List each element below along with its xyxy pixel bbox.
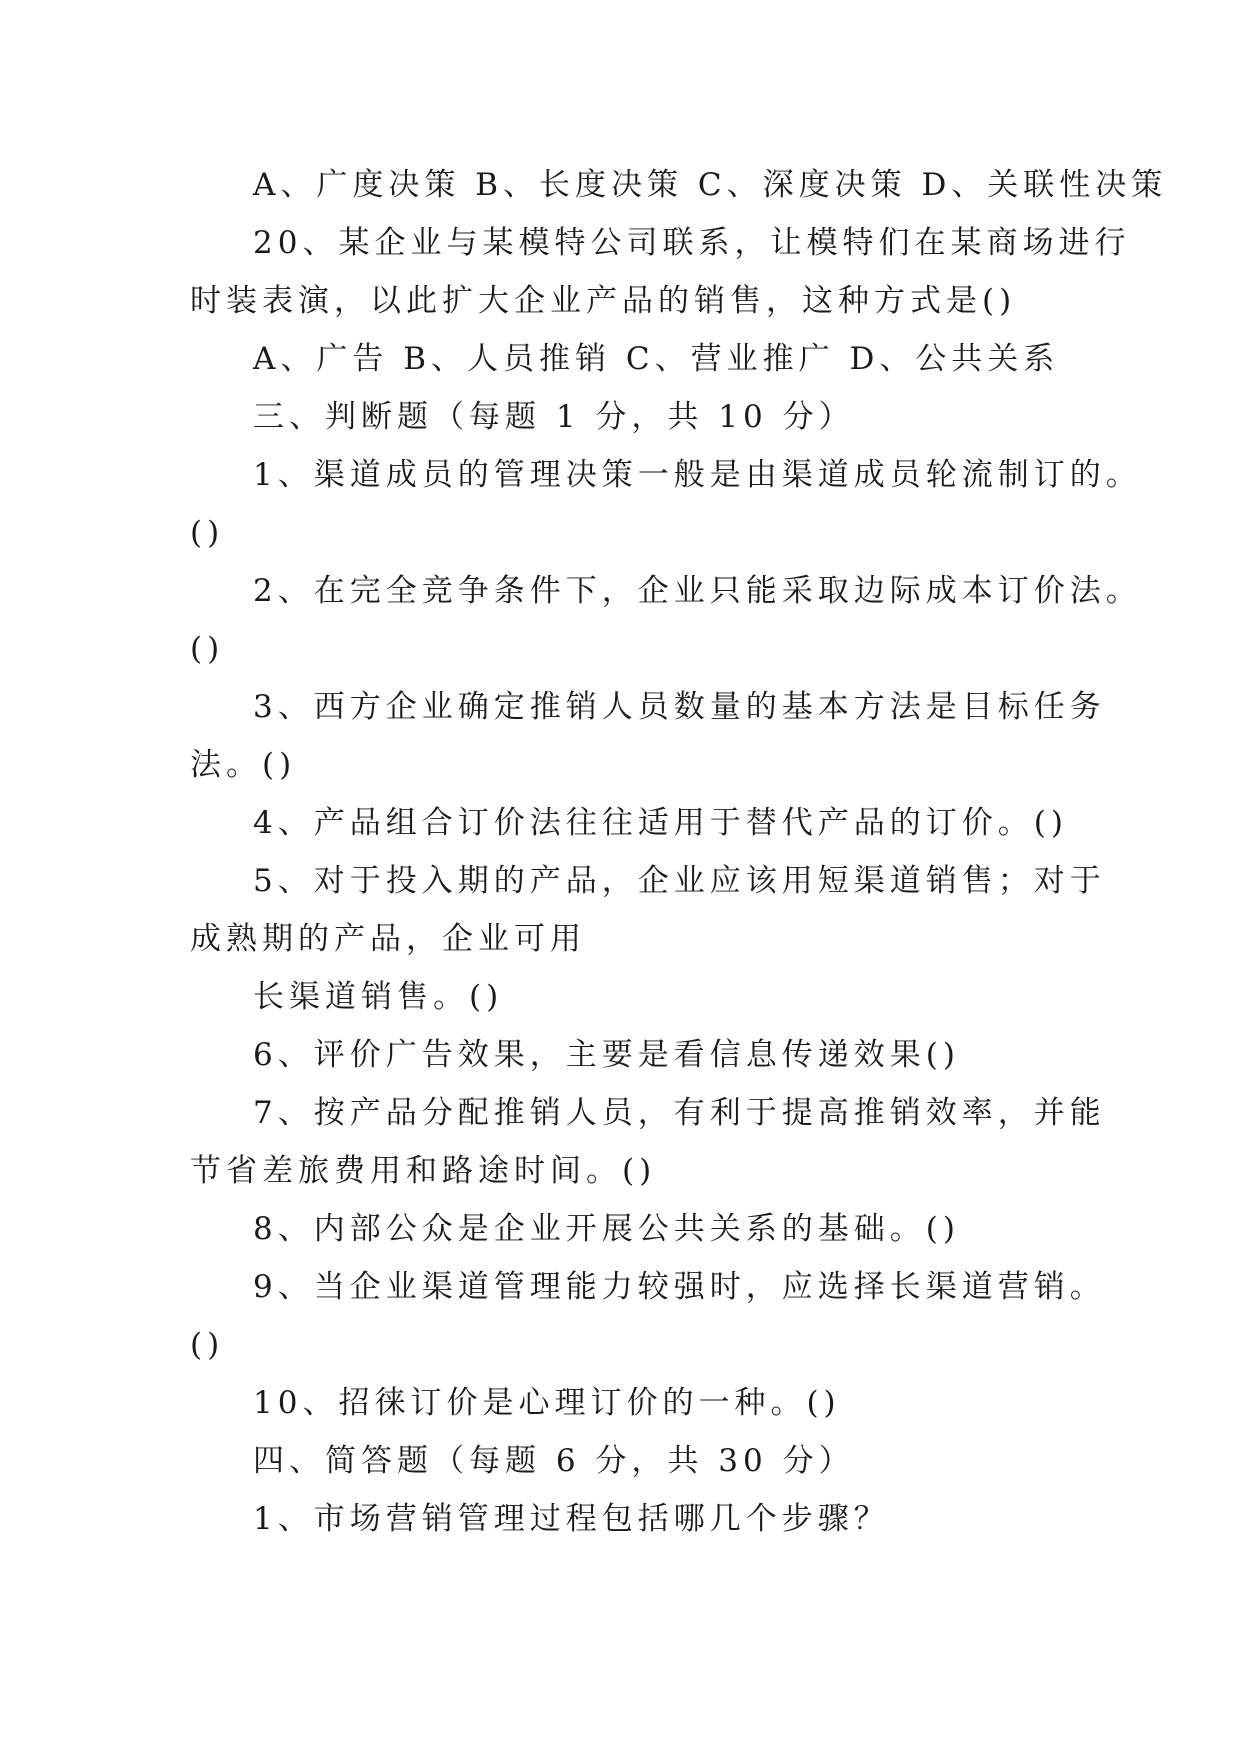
q20-options: A、广告 B、人员推销 C、营业推广 D、公共关系 [253, 341, 1060, 377]
tf-q10-text: 10、招徕订价是心理订价的一种。() [253, 1385, 841, 1421]
tf-q2-blank: () [190, 631, 225, 667]
sa-q1-text: 1、市场营销管理过程包括哪几个步骤？ [253, 1501, 890, 1537]
section-heading-short-answer: 四、简答题（每题 6 分，共 30 分） [253, 1443, 855, 1479]
tf-q5-text-line1: 5、对于投入期的产品，企业应该用短渠道销售；对于 [253, 863, 1106, 899]
tf-q3-text-line2: 法。() [190, 747, 297, 783]
q20-text-line1: 20、某企业与某模特公司联系，让模特们在某商场进行 [253, 225, 1131, 261]
tf-q6-text: 6、评价广告效果，主要是看信息传递效果() [253, 1037, 960, 1073]
tf-q7-text-line2: 节省差旅费用和路途时间。() [190, 1153, 657, 1189]
section-heading-true-false: 三、判断题（每题 1 分，共 10 分） [253, 399, 855, 435]
tf-q7-text-line1: 7、按产品分配推销人员，有利于提高推销效率，并能 [253, 1095, 1106, 1131]
tf-q4-text: 4、产品组合订价法往往适用于替代产品的订价。() [253, 805, 1068, 841]
tf-q9-blank: () [190, 1327, 225, 1363]
tf-q5-text-line3: 长渠道销售。() [253, 979, 504, 1015]
tf-q8-text: 8、内部公众是企业开展公共关系的基础。() [253, 1211, 960, 1247]
q19-options: A、广度决策 B、长度决策 C、深度决策 D、关联性决策 [253, 167, 1168, 203]
tf-q1-blank: () [190, 515, 225, 551]
tf-q2-text: 2、在完全竞争条件下，企业只能采取边际成本订价法。 [253, 573, 1142, 609]
tf-q9-text: 9、当企业渠道管理能力较强时，应选择长渠道营销。 [253, 1269, 1106, 1305]
q20-text-line2: 时装表演，以此扩大企业产品的销售，这种方式是() [190, 283, 1017, 319]
tf-q3-text-line1: 3、西方企业确定推销人员数量的基本方法是目标任务 [253, 689, 1106, 725]
tf-q1-text: 1、渠道成员的管理决策一般是由渠道成员轮流制订的。 [253, 457, 1142, 493]
tf-q5-text-line2: 成熟期的产品，企业可用 [190, 921, 586, 957]
